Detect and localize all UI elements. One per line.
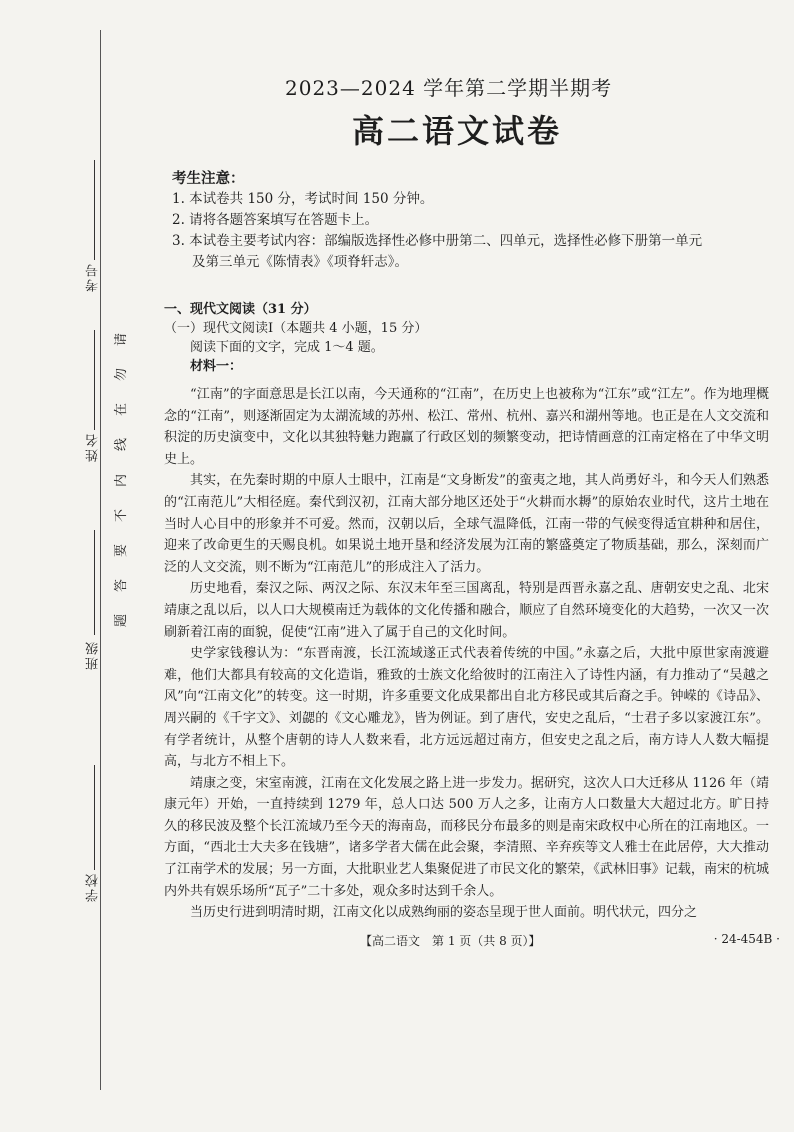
paper-title: 高二语文试卷: [352, 112, 563, 150]
seal-char: 不: [114, 508, 130, 522]
name-blank: [94, 330, 95, 430]
notice-item: 3. 本试卷主要考试内容：部编版选择性必修中册第二、四单元，选择性必修下册第一单元: [172, 233, 703, 249]
seal-notice: [110, 330, 130, 630]
page-number: 【高二语文 第 1 页（共 8 页）】: [360, 934, 541, 948]
notice-item: 1. 本试卷共 150 分，考试时间 150 分钟。: [172, 191, 434, 207]
notice-title: 考生注意：: [172, 170, 245, 187]
seal-char: 请: [114, 332, 130, 347]
reading-instruction: 阅读下面的文字，完成 1～4 题。: [190, 340, 384, 355]
section-title: 一、现代文阅读（31 分）: [164, 302, 317, 317]
reading-passage: [164, 384, 769, 924]
exam-title: 2023—2024 学年第二学期半期考: [285, 76, 613, 100]
seal-char: 要: [114, 543, 130, 557]
page-footer: [360, 932, 780, 949]
notice-item: 及第三单元《陈情表》《项脊轩志》。: [192, 254, 408, 270]
passage-paragraph: 其实，在先秦时期的中原人士眼中，江南是“文身断发”的蛮夷之地，其人尚勇好斗，和今天人们熟悉的“江南范儿”大相径庭。秦代到汉初，江南大部分地区还处于“火耕而水耨”的原始农业时代，这片土地在当时人心目中的形象并不可爱。然而，汉朝以后，全球气温降低，江南一带的气候变得适宜耕种和居住，迎来了改命更生的天赐良机。如果说土地开垦和经济发展为江南的繁盛奠定了物质基础，那么，深刻而广泛的人文交流，则不断为“江南范儿”的形成注入了活力。: [164, 473, 769, 575]
name-label: 姓名: [86, 432, 101, 462]
exam-no-label: 考号: [86, 262, 101, 292]
seal-char: 线: [114, 438, 130, 452]
candidate-notice: [172, 168, 772, 273]
seal-char: 题: [114, 613, 130, 628]
school-blank: [94, 765, 95, 870]
notice-item: 2. 请将各题答案填写在答题卡上。: [172, 212, 379, 228]
class-label: 班级: [86, 640, 101, 670]
passage-paragraph: “江南”的字面意思是长江以南，今天通称的“江南”，在历史上也被称为“江东”或“江左”。作为地理概念的“江南”，则逐渐固定为太湖流域的苏州、松江、常州、杭州、嘉兴和湖州等地。也正是在人文交流和积淀的历史演变中，文化以其独特魅力跑赢了行政区划的频繁变动，把诗情画意的江南定格在了中华文明史上。: [164, 387, 769, 467]
exam-no-blank: [94, 160, 95, 260]
class-blank: [94, 530, 95, 635]
material-label: 材料一：: [190, 359, 243, 374]
school-label: 学校: [86, 872, 101, 902]
seal-char: 答: [114, 578, 130, 592]
seal-char: 在: [114, 403, 130, 417]
passage-paragraph: 靖康之变，宋室南渡，江南在文化发展之路上进一步发力。据研究，这次人口大迁移从 1126 年（靖康元年）开始，一直持续到 1279 年，总人口达 500 万人之多，让南方人口数量大大超过北方。旷日持久的移民波及整个长江流域乃至今天的海南岛，而移民分布最多的则是南宋政权中心所在的江南地区。一方面，“西北士大夫多在钱塘”，诸多学者大儒在此会聚，李清照、辛弃疾等文人雅士在此居停，大大推动了江南学术的发展；另一方面，大批职业艺人集聚促进了市民文化的繁荣，《武林旧事》记载，南宋的杭城内外共有娱乐场所“瓦子”二十多处，观众多时达到千余人。: [164, 775, 769, 899]
passage-paragraph: 历史地看，秦汉之际、两汉之际、东汉末年至三国离乱，特别是西晋永嘉之乱、唐朝安史之乱、北宋靖康之乱以后，以人口大规模南迁为载体的文化传播和融合，顺应了自然环境变化的大趋势，一次又一次刷新着江南的面貌，促使“江南”进入了属于自己的文化时间。: [164, 581, 769, 640]
passage-paragraph: 当历史行进到明清时期，江南文化以成熟绚丽的姿态呈现于世人面前。明代状元，四分之: [190, 905, 698, 921]
seal-char: 内: [114, 473, 130, 487]
subsection-title: （一）现代文阅读Ⅰ（本题共 4 小题，15 分）: [164, 321, 428, 336]
section-header: [164, 300, 769, 376]
seal-char: 勿: [114, 368, 130, 382]
passage-paragraph: 史学家钱穆认为：“东晋南渡，长江流域遂正式代表着传统的中国。”永嘉之后，大批中原世家南渡避难，他们大都具有较高的文化造诣，雅致的士族文化给彼时的江南注入了诗性内涵，有力推动了“吴越之风”向“江南文化”的转变。这一时期，许多重要文化成果都出自北方移民或其后裔之手。钟嵘的《诗品》、周兴嗣的《千字文》、刘勰的《文心雕龙》，皆为例证。到了唐代，安史之乱后，“士君子多以家渡江东”。有学者统计，从整个唐朝的诗人人数来看，北方远远超过南方，但安史之乱之后，南方诗人人数大幅提高，与北方不相上下。: [164, 646, 769, 770]
binding-line: [100, 30, 101, 1090]
paper-code: · 24-454B ·: [713, 932, 780, 946]
